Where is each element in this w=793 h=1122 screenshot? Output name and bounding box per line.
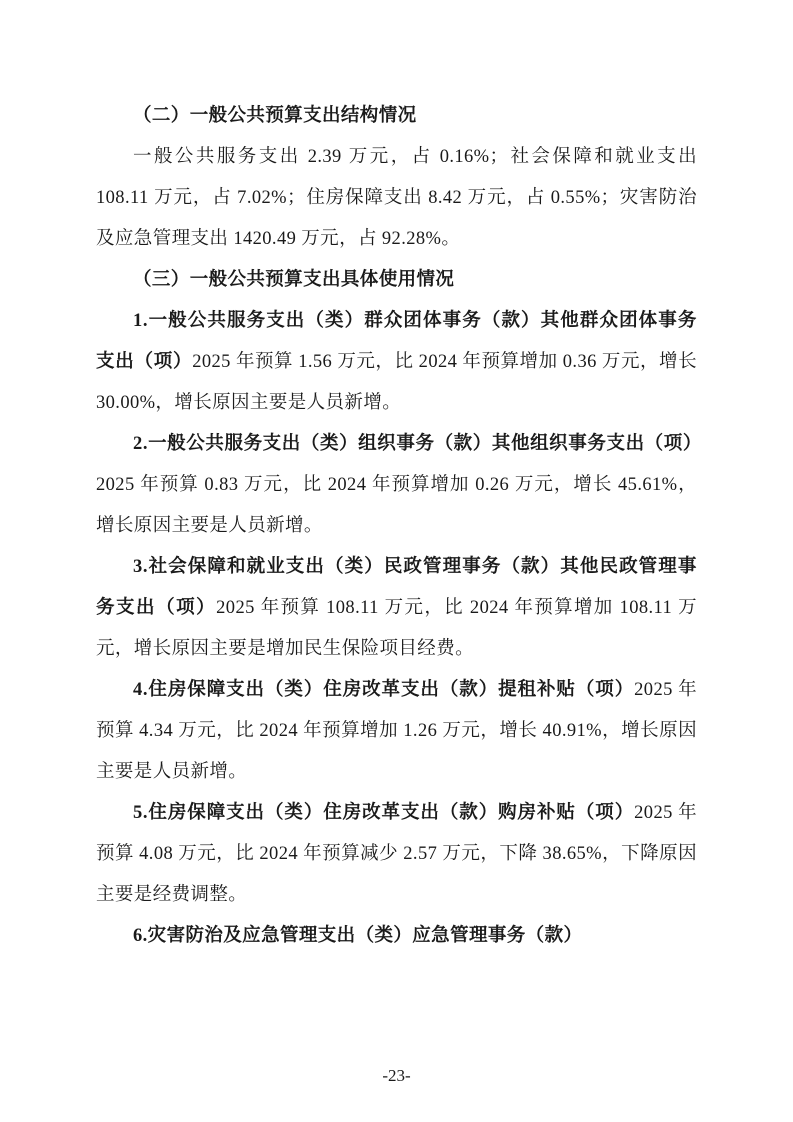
budget-item-4	[96, 670, 697, 793]
budget-item-3-title: 3.社会保障和就业支出（类）民政管理事务（款）其他民政管理事务支出（项）	[96, 557, 697, 618]
section-2-heading: （二）一般公共预算支出结构情况	[133, 106, 417, 126]
budget-item-5-detail: 2025 年预算 4.08 万元，比 2024 年预算减少 2.57 万元，下降 38.65%，下降原因主要是经费调整。	[96, 803, 697, 905]
budget-item-3	[96, 547, 697, 670]
budget-item-4-detail: 2025 年预算 4.34 万元，比 2024 年预算增加 1.26 万元，增长 40.91%，增长原因主要是人员新增。	[96, 680, 697, 782]
budget-item-1	[96, 301, 697, 424]
budget-item-4-title: 4.住房保障支出（类）住房改革支出（款）提租补贴（项）	[133, 680, 635, 700]
budget-item-1-detail: 2025 年预算 1.56 万元，比 2024 年预算增加 0.36 万元，增长 30.00%，增长原因主要是人员新增。	[96, 352, 697, 413]
budget-item-2-title: 2.一般公共服务支出（类）组织事务（款）其他组织事务支出（项）	[133, 434, 702, 454]
page-number: -23-	[382, 1066, 411, 1085]
budget-item-2	[96, 424, 702, 547]
document-body	[96, 96, 702, 957]
budget-item-5	[96, 793, 697, 916]
budget-item-3-detail: 2025 年预算 108.11 万元，比 2024 年预算增加 108.11 万元，增长原因主要是增加民生保险项目经费。	[96, 598, 697, 659]
section-2-body: 一般公共服务支出 2.39 万元，占 0.16%；社会保障和就业支出 108.11 万元，占 7.02%；住房保障支出 8.42 万元，占 0.55%；灾害防治及应急管理支出 1420.49 万元，占 92.28%。	[96, 147, 697, 249]
budget-item-1-title: 1.一般公共服务支出（类）群众团体事务（款）其他群众团体事务支出（项）	[96, 311, 697, 372]
budget-item-6: 6.灾害防治及应急管理支出（类）应急管理事务（款）	[133, 926, 583, 946]
budget-item-5-title: 5.住房保障支出（类）住房改革支出（款）购房补贴（项）	[133, 803, 635, 823]
section-3-heading: （三）一般公共预算支出具体使用情况	[133, 270, 455, 290]
budget-item-2-detail: 2025 年预算 0.83 万元，比 2024 年预算增加 0.26 万元，增长 45.61%，增长原因主要是人员新增。	[96, 475, 697, 536]
